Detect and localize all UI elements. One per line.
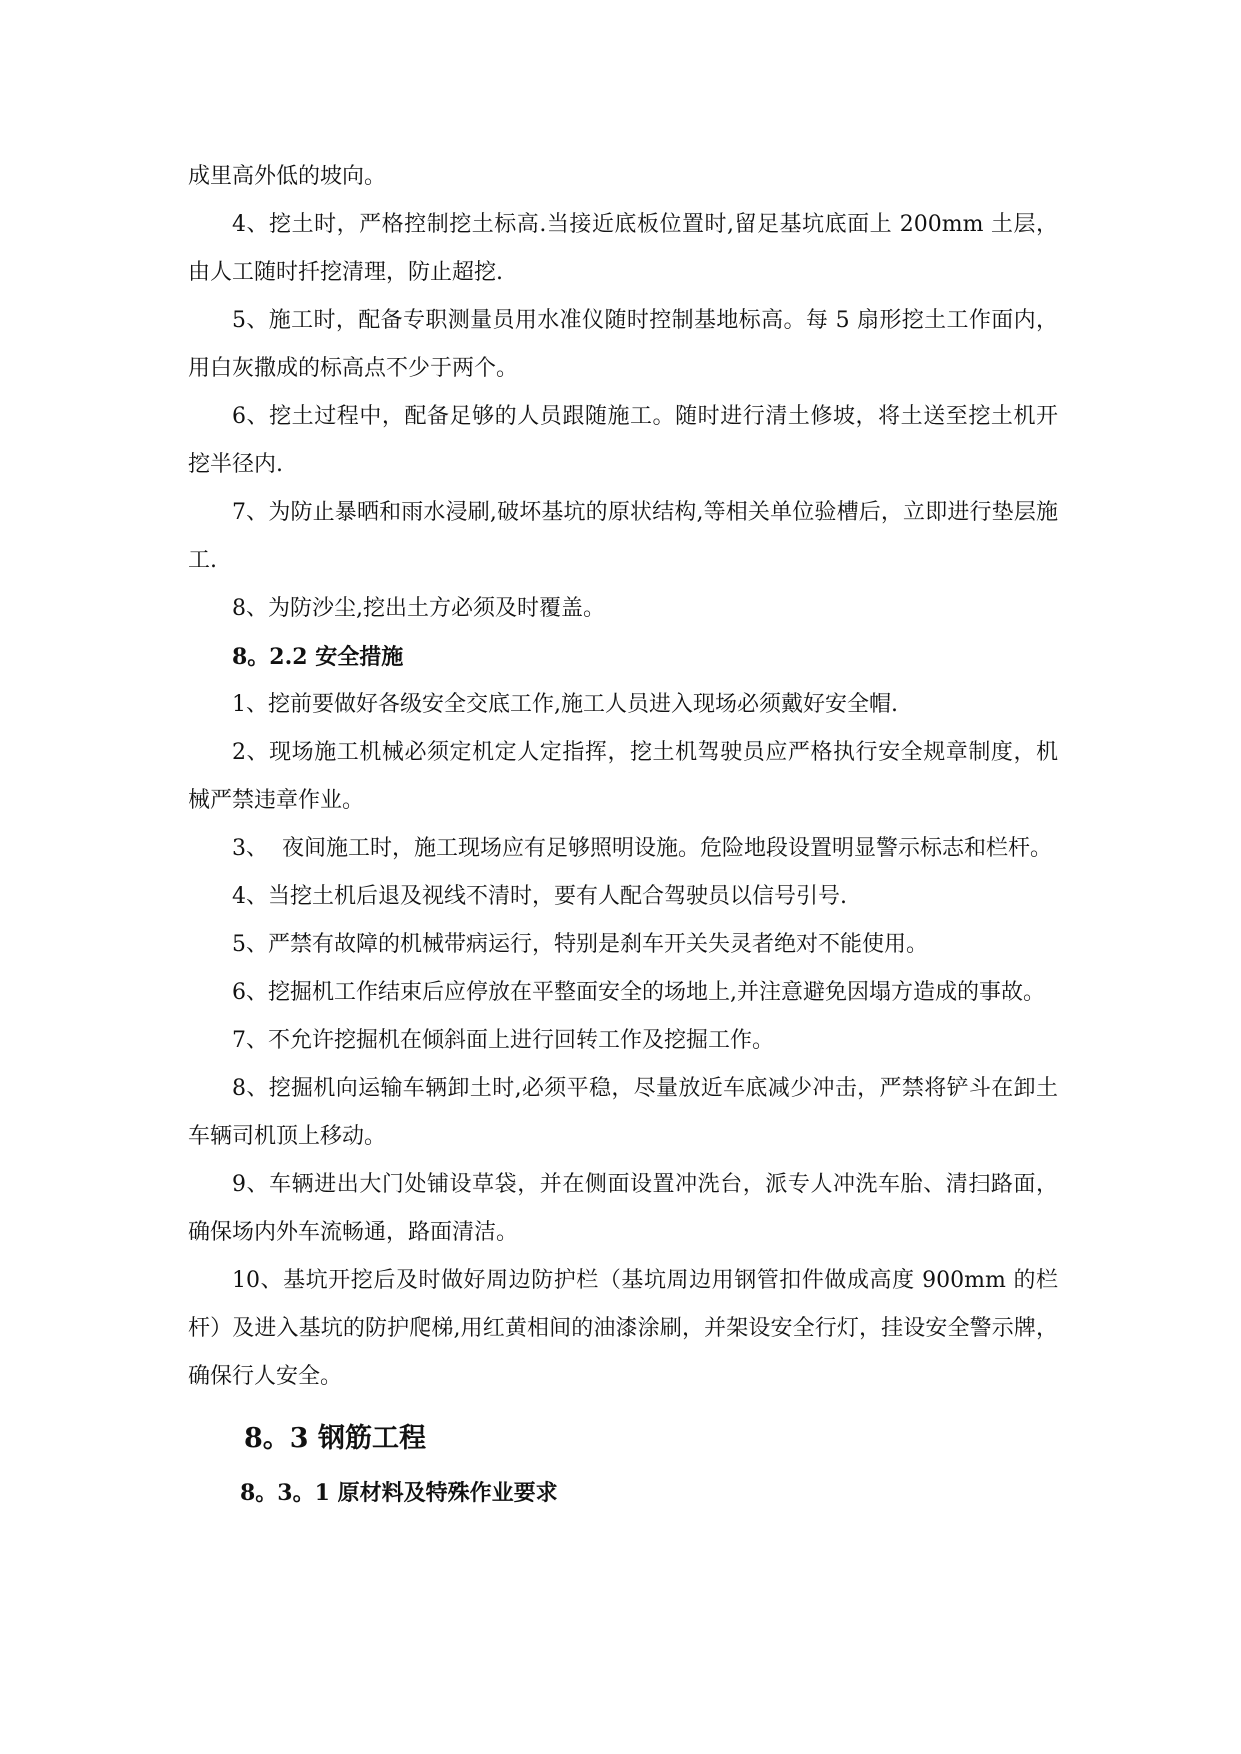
safety-item-4: 4、当挖土机后退及视线不清时，要有人配合驾驶员以信号引号. (232, 884, 847, 909)
safety-item-9: 9、车辆进出大门处铺设草袋，并在侧面设置冲洗台，派专人冲洗车胎、清扫路面，确保场内外车流畅通，路面清洁。 (188, 1172, 1058, 1245)
paragraph-item-7: 7、为防止暴晒和雨水浸刷,破坏基坑的原状结构,等相关单位验槽后，立即进行垫层施工. (188, 500, 1058, 573)
paragraph-item-6: 6、挖土过程中，配备足够的人员跟随施工。随时进行清土修坡，将土送至挖土机开挖半径内. (188, 404, 1058, 477)
safety-item-5: 5、严禁有故障的机械带病运行，特别是刹车开关失灵者绝对不能使用。 (232, 932, 928, 957)
safety-item-2: 2、现场施工机械必须定机定人定指挥，挖土机驾驶员应严格执行安全规章制度，机械严禁违章作业。 (188, 740, 1058, 813)
safety-item-6: 6、挖掘机工作结束后应停放在平整面安全的场地上,并注意避免因塌方造成的事故。 (232, 980, 1045, 1005)
paragraph-item-5: 5、施工时，配备专职测量员用水准仪随时控制基地标高。每 5 扇形挖土工作面内，用白灰撒成的标高点不少于两个。 (188, 308, 1058, 381)
safety-item-3: 3、 夜间施工时，施工现场应有足够照明设施。危险地段设置明显警示标志和栏杆。 (232, 836, 1052, 861)
section-heading-8-3-1: 8。3。1 原材料及特殊作业要求 (240, 1480, 558, 1506)
section-heading-8-3: 8。3 钢筋工程 (244, 1423, 426, 1454)
paragraph-item-4: 4、挖土时，严格控制挖土标高.当接近底板位置时,留足基坑底面上 200mm 土层，由人工随时扦挖清理，防止超挖. (188, 212, 1058, 285)
safety-item-1: 1、挖前要做好各级安全交底工作,施工人员进入现场必须戴好安全帽. (232, 692, 898, 717)
document-body (188, 153, 1058, 1517)
paragraph-item-8: 8、为防沙尘,挖出土方必须及时覆盖。 (232, 596, 605, 621)
safety-item-8: 8、挖掘机向运输车辆卸土时,必须平稳，尽量放近车底减少冲击，严禁将铲斗在卸土车辆司机顶上移动。 (188, 1076, 1058, 1149)
intro-line: 成里高外低的坡向。 (188, 164, 387, 189)
safety-item-7: 7、不允许挖掘机在倾斜面上进行回转工作及挖掘工作。 (232, 1028, 774, 1053)
section-heading-8-2-2: 8。2.2 安全措施 (232, 644, 404, 670)
safety-item-10: 10、基坑开挖后及时做好周边防护栏（基坑周边用钢管扣件做成高度 900mm 的栏杆）及进入基坑的防护爬梯,用红黄相间的油漆涂刷，并架设安全行灯，挂设安全警示牌，确保行人安全。 (188, 1268, 1058, 1389)
